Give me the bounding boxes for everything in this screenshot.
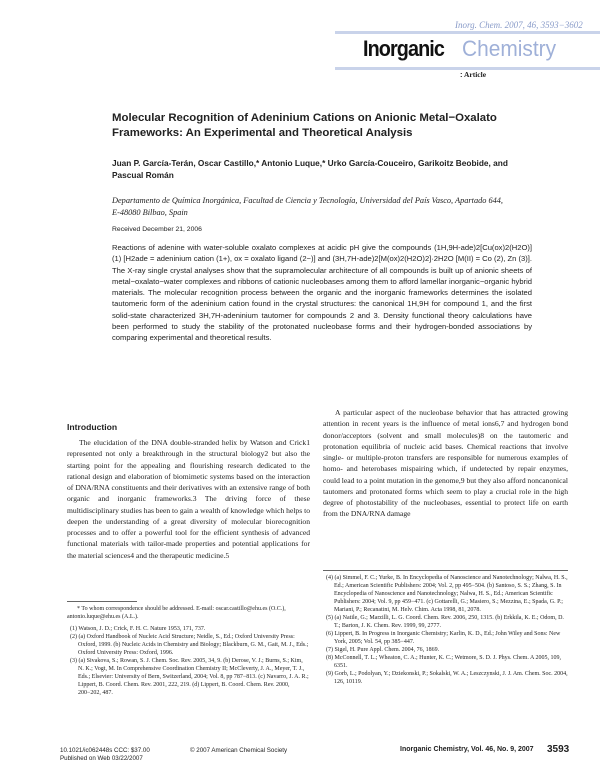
introduction-paragraph: The elucidation of the DNA double-stranded helix by Watson and Crick1 represented not only a breakthrough in the structural biology2 but also the starting point for the appealing and flourishing research dedicated to the rational design and elaboration of biomimetic systems based on the interaction of DNA/RNA constituents and their derivatives with an extensive range of both organic and inorganic frameworks.3 The driving force of these multidisciplinary studies has been to gain a wealth of knowledge which helps to deepen the understanding of a great diversity of molecular biorecognition processes and to offer a powerful tool for the efficient synthesis of advanced functional materials with tailor-made properties and potential applications for the material sciences4 and the therapeutic medicine.5	[67, 438, 310, 560]
footnote: (1) Watson, J. D.; Crick, F. H. C. Nature 1953, 171, 737.	[70, 626, 206, 632]
footnote: (2) (a) Oxford Handbook of Nucleic Acid Structure; Neidle, S., Ed.; Oxford University Press: Oxford, 1999. (b) Nucleic Acids in Chemistry and Biology; Blackburn, G. M., Gait, M. J., Eds.; Oxford University Press: Oxford, 1996.	[70, 634, 309, 656]
footer-copyright: © 2007 American Chemical Society	[190, 747, 288, 754]
footnote: (3) (a) Sivakova, S.; Rowan, S. J. Chem. Soc. Rev. 2005, 34, 9. (b) Derose, V. J.; Burns, S.; Kim, N. K.; Vogt, M. In Comprehensive Coordination Chemistry II; McCleverty, J. A., Meyer, T. J., Eds.; Elsevier: University of Bern, Switzerland, 2004; Vol. 8, pp 787−813. (c) Navarro, J. A. R.; Lippert, B. Coord. Chem. Rev. 2001, 222, 219. (d) Lippert, B. Coord. Chem. Rev. 2000, 200−202, 487.	[70, 658, 309, 696]
affiliation: Departamento de Química Inorgánica, Facultad de Ciencia y Tecnología, Universidad del País Vasco, Apartado 644, E-48080 Bilbao, Spain	[112, 196, 503, 217]
footnote: (6) Lippert, B. In Progress in Inorganic Chemistry; Karlin, K. D., Ed.; John Wiley and Sons: New York, 2005; Vol. 54, pp 385−447.	[326, 631, 561, 645]
footnote: (9) Gorb, L.; Podolyan, Y.; Dziekonski, P.; Sokalski, W. A.; Leszczynski, J. J. Am. Chem. Soc. 2004, 126, 10119.	[326, 671, 568, 685]
article-title: Molecular Recognition of Adeninium Cations on Anionic Metal−Oxalato Frameworks: An Experimental and Theoretical Analysis	[112, 112, 497, 139]
correspondence-note: * To whom correspondence should be addressed. E-mail: oscar.castillo@ehu.es (O.C.), antonio.luque@ehu.es (A.L.).	[67, 606, 286, 620]
footnotes-left	[67, 625, 310, 697]
doi-line: 10.1021/ic062448s CCC: $37.00	[60, 747, 150, 754]
journal-logo-chemistry: Chemistry	[462, 36, 557, 61]
abstract: Reactions of adenine with water-soluble oxalato complexes at acidic pH give the compounds (1H,9H-ade)2[Cu(ox)2(H2O)] (1) [H2ade = adeninium cation (1+), ox = oxalato ligand (2−)] and (3H,7H-ade)2[M(ox)2(H2O)2]·2H2O [M(II) = Co (2), Zn (3)]. The X-ray single crystal analyses show that the supramolecular architecture of all compounds is built up of anionic sheets of metal−oxalato−water complexes and ribbons of cationic nucleobases among them to afford lamellar inorganic−organic hybrid materials. The molecular recognition process between the organic and the inorganic frameworks determines the isolated tautomeric form of the adeninium cation found in the crystal structures: the canonical 1H,9H for compound 1, and the first solid-state characterized 3H,7H-adeninium tautomer for compounds 2 and 3. Density functional theory calculations have been performed to study the stability of the protonated nucleobase forms and their hydrogen-bonded associations by comparing experimental and theoretical results.	[112, 243, 532, 343]
footnote: (4) (a) Simmel, F. C.; Yurke, B. In Encyclopedia of Nanoscience and Nanotechnology; Nalwa, H. S., Ed.; American Scientific Publishers: 2004; Vol. 2, pp 495−504. (b) Santoso, S. S.; Zhang, S. In Encyclopedia of Nanoscience and Nanotechnology; Nalwa, H. S., Ed.; American Scientific Publishers: 2004; Vol. 9, pp 459−471. (c) Gottarelli, G.; Masiero, S.; Mezzina, E.; Spada, G. P.; Mariani, P.; Recanatini, M. Helv. Chim. Acta 1998, 81, 2078.	[326, 575, 568, 613]
author-list: Juan P. García-Terán, Oscar Castillo,* Antonio Luque,* Urko García-Couceiro, Garikoitz Beobide, and Pascual Román	[112, 158, 508, 180]
published-line: Published on Web 03/22/2007	[60, 755, 143, 762]
journal-citation: Inorg. Chem. 2007, 46, 3593−3602	[455, 20, 583, 30]
received-date: Received December 21, 2006	[112, 226, 202, 233]
page-number: 3593	[547, 744, 570, 755]
footer-doi	[60, 747, 150, 763]
footnote-rule-right	[323, 570, 568, 571]
footnote: (5) (a) Natile, G.; Marzilli, L. G. Coord. Chem. Rev. 2006, 250, 1315. (b) Erkkila, K. E.; Odom, D. T.; Barton, J. K. Chem. Rev. 1999, 99, 2777.	[326, 615, 564, 629]
footnote-rule-left	[67, 601, 137, 602]
footer-journal: Inorganic Chemistry, Vol. 46, No. 9, 2007	[400, 746, 534, 753]
footnote: (8) McConnell, T. L.; Wheaton, C. A.; Hunter, K. C.; Wetmore, S. D. J. Phys. Chem. A 2005, 109, 6351.	[326, 655, 561, 669]
footnotes-right	[323, 574, 568, 686]
section-heading-introduction: Introduction	[67, 422, 118, 432]
journal-logo-inorganic: Inorganic	[363, 36, 445, 61]
footnote: (7) Sigel, H. Pure Appl. Chem. 2004, 76, 1869.	[326, 647, 440, 653]
article-type: : Article	[460, 70, 487, 79]
column2-paragraph: A particular aspect of the nucleobase behavior that has attracted growing attention in recent years is the influence of metal ions6,7 and hydrogen bond donor/acceptors (solvent and small molecules)8 on the tautomeric and protonation equilibria of nucleic acid bases. Chemical reactions that involve single- or multiple-proton transfers are responsible for numerous examples of homo- and heterobases mispairing which, if undetected by repair enzymes, could lead to a point mutation in the genome,9 but they also afford noncanonical tautomers and protonated forms which seem to play a crucial role in the high degree of photostability of the nucleobases, essential to protect life on earth from the DNA/RNA damage	[323, 408, 568, 519]
